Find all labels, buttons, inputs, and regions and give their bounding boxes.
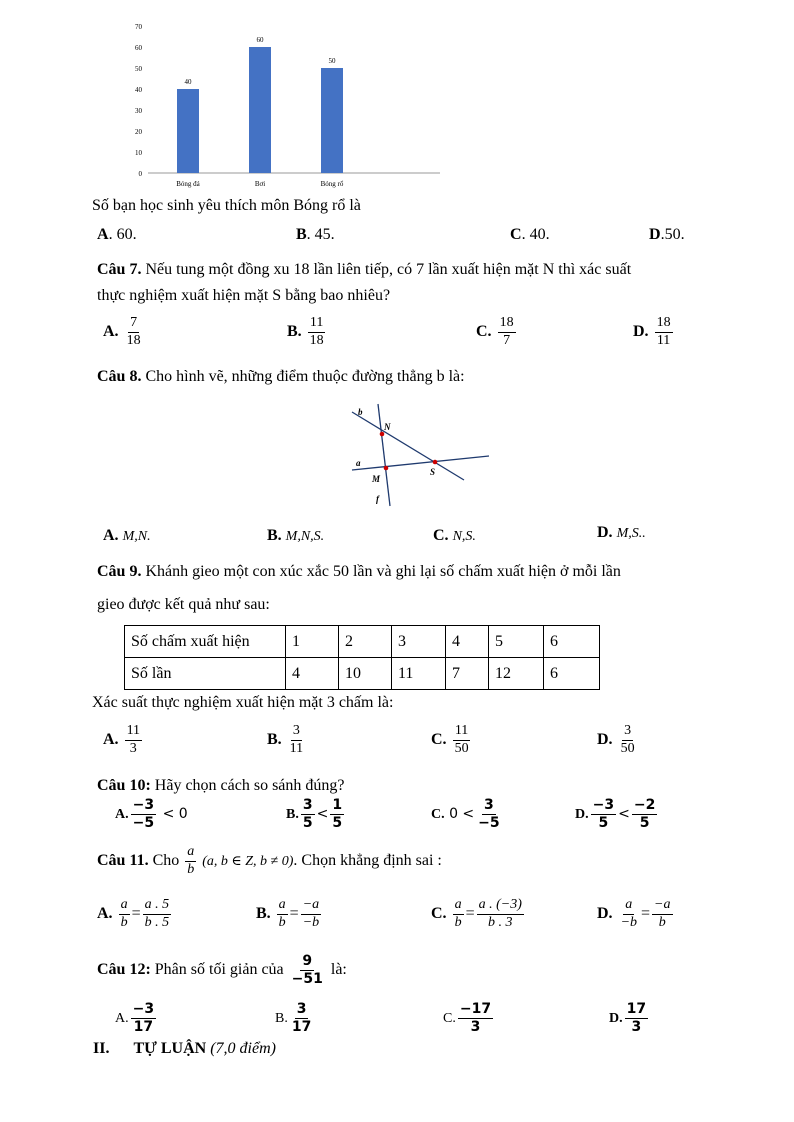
q10-option-b[interactable]: B. $\frac{3}{5}$ < $\frac{1}{5}$ (286, 797, 343, 831)
y-tick-label: 70 (135, 23, 142, 31)
table-cell: Số lần (125, 658, 286, 690)
q11-option-a[interactable]: A. $\frac{a}{b}$ = $\frac{a . 5}{b . 5}$ (97, 897, 170, 930)
q7-option-b[interactable]: B. $\frac{11}{18}$ (287, 315, 324, 348)
q11-question: Câu 11. Cho $\frac{a}{b}$ (a, b ∈ Z, b ≠ 0). Chọn khẳng định sai : (97, 844, 442, 877)
q9-line1: Câu 9. Khánh gieo một con xúc xắc 50 lần và ghi lại số chấm xuất hiện ở mỗi lần (97, 563, 621, 580)
y-tick-label: 50 (135, 65, 142, 73)
q12-option-d[interactable]: D. $\frac{17}{3}$ (609, 1001, 647, 1035)
q11-option-d[interactable]: D. $\frac{a}{-b}$ = $\frac{-a}{b}$ (597, 897, 671, 930)
q12-question: Câu 12: Phân số tối giản của $\frac{9}{-51}$ là: (97, 953, 347, 987)
fig-label-N: N (384, 422, 391, 432)
q6-option-a[interactable]: A. 60. (97, 226, 137, 243)
q6-option-d[interactable]: D.50. (649, 226, 685, 243)
table-cell: 12 (489, 658, 544, 690)
table-cell: 6 (544, 626, 600, 658)
table-cell: 10 (339, 658, 392, 690)
table-cell: 4 (286, 658, 339, 690)
q9-after: Xác suất thực nghiệm xuất hiện mặt 3 chấm là: (92, 694, 394, 711)
q8-option-b[interactable]: B. M,N,S. (267, 527, 325, 544)
fig-label-b: b (358, 407, 363, 417)
fig-label-f: f (376, 494, 379, 504)
table-row (125, 626, 600, 658)
q6-option-b[interactable]: B. 45. (296, 226, 335, 243)
table-cell: 7 (446, 658, 489, 690)
y-tick-label: 20 (135, 128, 142, 136)
y-tick-label: 40 (135, 86, 142, 94)
q7-option-c[interactable]: C. $\frac{18}{7}$ (476, 315, 514, 348)
q12-option-a[interactable]: A. $\frac{-3}{17}$ (115, 1001, 155, 1035)
fig-label-M: M (372, 474, 381, 484)
fig-label-a: a (356, 458, 361, 468)
q9-option-c[interactable]: C. $\frac{11}{50}$ (431, 723, 469, 756)
table-cell: 3 (392, 626, 446, 658)
q10-option-d[interactable]: D. $\frac{-3}{5}$ < $\frac{-2}{5}$ (575, 797, 656, 831)
q10-option-a[interactable]: A. $\frac{-3}{-5}$ < 0 (115, 797, 188, 831)
q9-option-b[interactable]: B. $\frac{3}{11}$ (267, 723, 304, 756)
q7-line2: thực nghiệm xuất hiện mặt S bằng bao nhiêu? (97, 287, 391, 304)
fig-label-S: S (430, 467, 436, 477)
q11-option-c[interactable]: C. $\frac{a}{b}$ = $\frac{a . (-3)}{b . 3}$ (431, 897, 522, 930)
q8-option-c[interactable]: C. N,S. (433, 527, 476, 544)
q8-figure (340, 400, 500, 510)
q7-option-d[interactable]: D. $\frac{18}{11}$ (633, 315, 671, 348)
bar-data-label: 40 (184, 78, 192, 86)
table-cell: 5 (489, 626, 544, 658)
y-tick-label: 0 (138, 170, 142, 178)
q11-option-b[interactable]: B. $\frac{a}{b}$ = $\frac{-a}{-b}$ (256, 897, 320, 930)
q6-question: Số bạn học sinh yêu thích môn Bóng rổ là (92, 197, 361, 214)
table-cell: 2 (339, 626, 392, 658)
q8-question: Câu 8. Cho hình vẽ, những điểm thuộc đường thẳng b là: (97, 368, 465, 385)
q6-option-c[interactable]: C. 40. (510, 226, 550, 243)
q7-option-a[interactable]: A. $\frac{7}{18}$ (103, 315, 141, 348)
bar (321, 68, 343, 173)
q9-line2: gieo được kết quả như sau: (97, 596, 270, 613)
table-cell: 11 (392, 658, 446, 690)
table-cell: 6 (544, 658, 600, 690)
section-heading: II. TỰ LUẬN (7,0 điểm) (93, 1040, 276, 1057)
bar (177, 89, 199, 173)
x-tick-label: Bóng đá (176, 180, 200, 188)
q12-option-b[interactable]: B. $\frac{3}{17}$ (275, 1001, 312, 1035)
bar-data-label: 50 (328, 57, 336, 65)
q12-option-c[interactable]: C. $\frac{-17}{3}$ (443, 1001, 492, 1035)
y-tick-label: 60 (135, 44, 142, 52)
y-tick-label: 30 (135, 107, 142, 115)
q10-question: Câu 10: Hãy chọn cách so sánh đúng? (97, 777, 345, 794)
q9-table (124, 625, 600, 690)
table-row (125, 658, 600, 690)
x-tick-label: Bóng rổ (320, 180, 344, 188)
q7-line1: Câu 7. Nếu tung một đồng xu 18 lần liên tiếp, có 7 lần xuất hiện mặt N thì xác suất (97, 261, 632, 278)
bar-chart (120, 18, 450, 198)
q8-option-a[interactable]: A. M,N. (103, 527, 151, 544)
q9-option-d[interactable]: D. $\frac{3}{50}$ (597, 723, 635, 756)
table-cell: 4 (446, 626, 489, 658)
x-tick-label: Bơi (254, 180, 266, 188)
y-tick-label: 10 (135, 149, 142, 157)
table-cell: Số chấm xuất hiện (125, 626, 286, 658)
q8-option-d[interactable]: D. M,S.. (597, 524, 646, 541)
q9-option-a[interactable]: A. $\frac{11}{3}$ (103, 723, 141, 756)
q10-option-c[interactable]: C. 0 < $\frac{3}{-5}$ (431, 797, 500, 831)
bar (249, 47, 271, 173)
bar-data-label: 60 (256, 36, 264, 44)
table-cell: 1 (286, 626, 339, 658)
